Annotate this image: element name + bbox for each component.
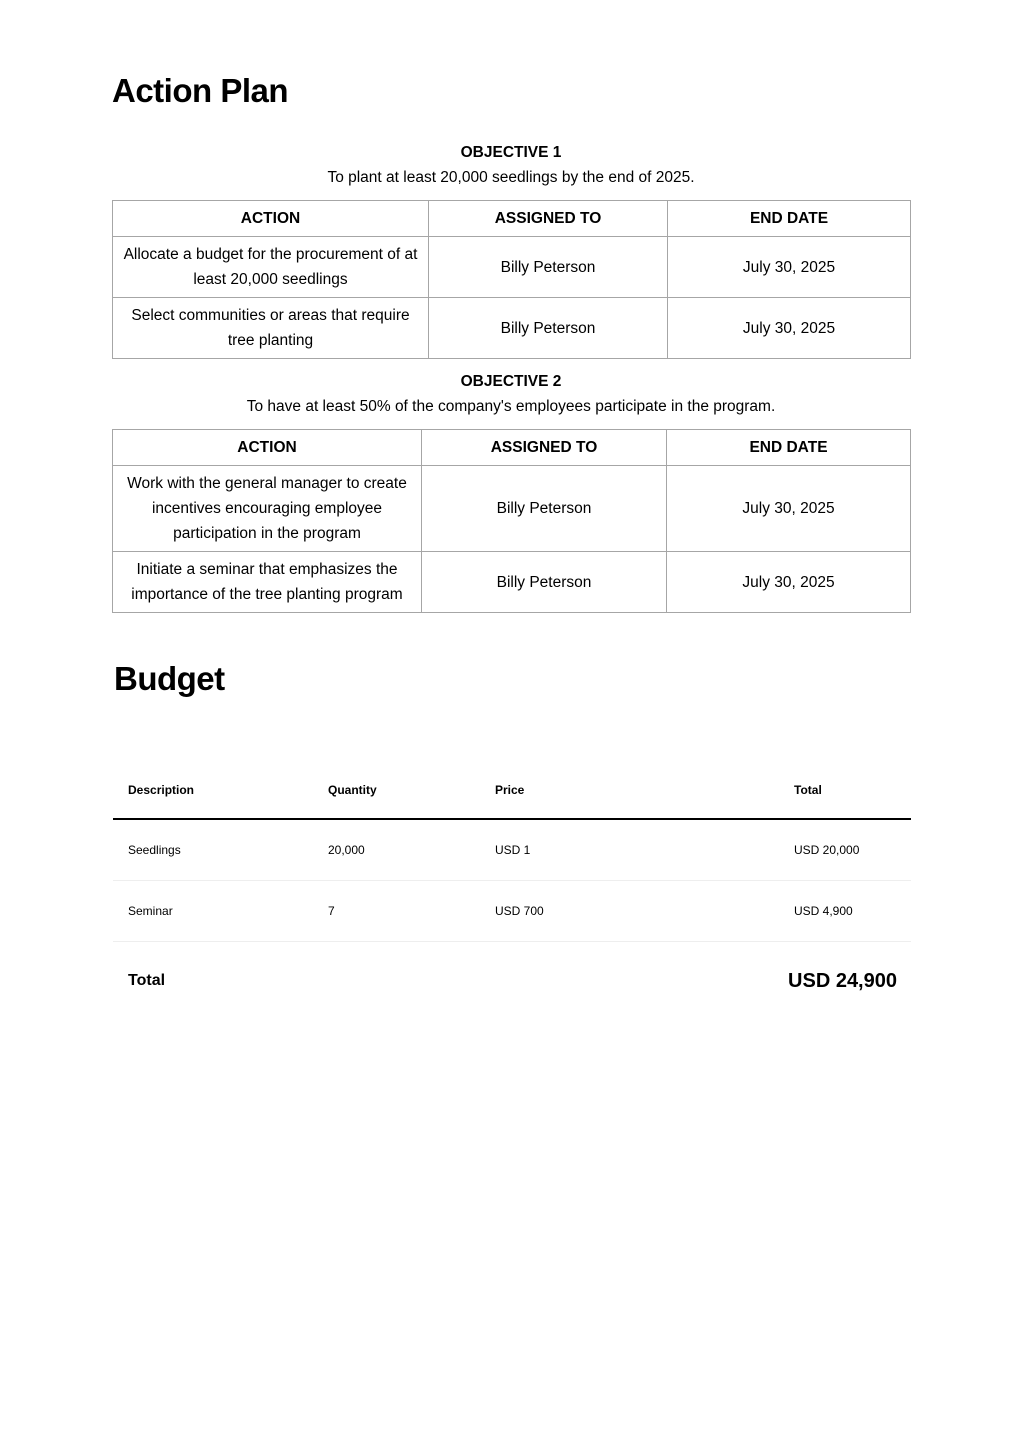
assigned-to-cell: Billy Peterson <box>429 298 668 359</box>
table-row <box>113 880 911 941</box>
total-cell: USD 4,900 <box>779 880 911 941</box>
action-cell: Select communities or areas that require tree planting <box>113 298 429 359</box>
column-header-end-date: END DATE <box>668 201 911 237</box>
column-header-action: ACTION <box>113 201 429 237</box>
budget-total-label: Total <box>128 972 166 989</box>
price-cell: USD 1 <box>480 819 779 880</box>
objective-description: To plant at least 20,000 seedlings by the end of 2025. <box>327 169 695 186</box>
end-date-cell: July 30, 2025 <box>667 466 911 552</box>
objective-1-action-table <box>112 200 911 359</box>
objective-label: OBJECTIVE 1 <box>460 144 562 161</box>
action-plan-title: Action Plan <box>112 72 289 109</box>
column-header-total: Total <box>779 762 911 819</box>
table-header-row <box>113 762 911 819</box>
action-cell: Work with the general manager to create incentives encouraging employee participation in the program <box>113 466 422 552</box>
end-date-cell: July 30, 2025 <box>668 298 911 359</box>
table-row <box>113 466 911 552</box>
column-header-end-date: END DATE <box>667 430 911 466</box>
table-row <box>113 298 911 359</box>
description-cell: Seedlings <box>113 819 313 880</box>
action-cell: Allocate a budget for the procurement of at least 20,000 seedlings <box>113 237 429 298</box>
column-header-action: ACTION <box>113 430 422 466</box>
objective-1-heading <box>112 143 910 188</box>
quantity-cell: 20,000 <box>313 819 480 880</box>
budget-total-row <box>113 962 911 1002</box>
column-header-assigned-to: ASSIGNED TO <box>429 201 668 237</box>
budget-title: Budget <box>114 660 225 697</box>
assigned-to-cell: Billy Peterson <box>422 466 667 552</box>
objective-description: To have at least 50% of the company's employees participate in the program. <box>246 398 776 415</box>
end-date-cell: July 30, 2025 <box>667 552 911 613</box>
assigned-to-cell: Billy Peterson <box>429 237 668 298</box>
quantity-cell: 7 <box>313 880 480 941</box>
column-header-assigned-to: ASSIGNED TO <box>422 430 667 466</box>
budget-total-value: USD 24,900 <box>788 970 897 992</box>
table-row <box>113 819 911 880</box>
column-header-description: Description <box>113 762 313 819</box>
objective-2-heading <box>112 372 910 417</box>
assigned-to-cell: Billy Peterson <box>422 552 667 613</box>
objective-2-action-table <box>112 429 911 613</box>
table-header-row <box>113 430 911 466</box>
table-row <box>113 552 911 613</box>
column-header-price: Price <box>480 762 779 819</box>
budget-table <box>113 762 911 942</box>
objective-label: OBJECTIVE 2 <box>460 373 562 390</box>
description-cell: Seminar <box>113 880 313 941</box>
action-cell: Initiate a seminar that emphasizes the importance of the tree planting program <box>113 552 422 613</box>
table-header-row <box>113 201 911 237</box>
price-cell: USD 700 <box>480 880 779 941</box>
total-cell: USD 20,000 <box>779 819 911 880</box>
end-date-cell: July 30, 2025 <box>668 237 911 298</box>
column-header-quantity: Quantity <box>313 762 480 819</box>
table-row <box>113 237 911 298</box>
